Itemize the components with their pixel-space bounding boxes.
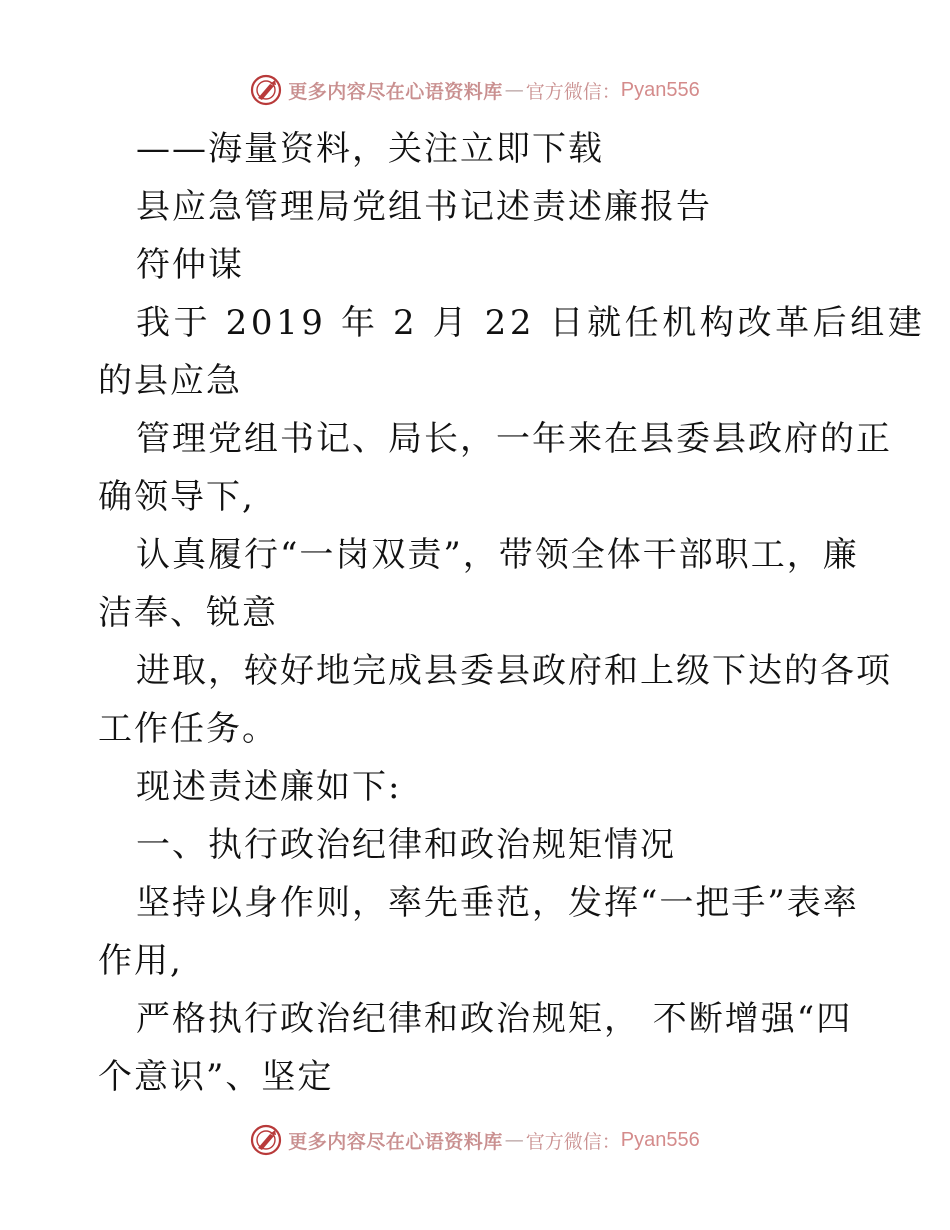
stamp-logo-icon — [250, 1124, 282, 1156]
paragraph-line: 进取，较好地完成县委县政府和上级下达的各项 — [136, 651, 892, 691]
paragraph-line: 认真履行“一岗双责”，带领全体干部职工，廉 — [136, 535, 859, 575]
paragraph-line: 的县应急 — [98, 361, 242, 401]
paragraph-line: 作用, — [98, 941, 183, 981]
document-body — [98, 120, 926, 1106]
banner-text: 更多内容尽在心语资料库 — [288, 80, 503, 103]
intro-line: ——海量资料，关注立即下载 — [136, 129, 604, 169]
paragraph-line: 严格执行政治纪律和政治规矩， 不断增强“四 — [136, 999, 853, 1039]
banner-label: 官方微信： — [525, 1130, 621, 1153]
stamp-logo-icon — [250, 74, 282, 106]
paragraph-line: 现述责述廉如下: — [136, 767, 402, 807]
paragraph-line: 我于 2019 年 2 月 22 日就任机构改革后组建 — [136, 303, 926, 343]
paragraph-line: 管理党组书记、局长，一年来在县委县政府的正 — [136, 419, 892, 459]
paragraph-line: 坚持以身作则，率先垂范，发挥“一把手”表率 — [136, 883, 859, 923]
banner-text: 更多内容尽在心语资料库 — [288, 1130, 503, 1153]
section-heading: 一、执行政治纪律和政治规矩情况 — [136, 825, 676, 865]
banner-wechat-id: Pyan556 — [620, 1128, 700, 1151]
paragraph-line: 确领导下, — [98, 477, 255, 517]
paragraph-line: 工作任务。 — [98, 709, 278, 749]
header-banner — [0, 70, 950, 110]
banner-separator: — — [504, 79, 524, 101]
footer-banner — [0, 1120, 950, 1160]
document-title: 县应急管理局党组书记述责述廉报告 — [136, 187, 712, 227]
banner-label: 官方微信： — [525, 80, 621, 103]
paragraph-line: 个意识”、坚定 — [98, 1057, 334, 1097]
author-name: 符仲谋 — [136, 245, 244, 285]
paragraph-line: 洁奉、锐意 — [98, 593, 278, 633]
banner-separator: — — [504, 1129, 524, 1151]
banner-wechat-id: Pyan556 — [620, 78, 700, 101]
